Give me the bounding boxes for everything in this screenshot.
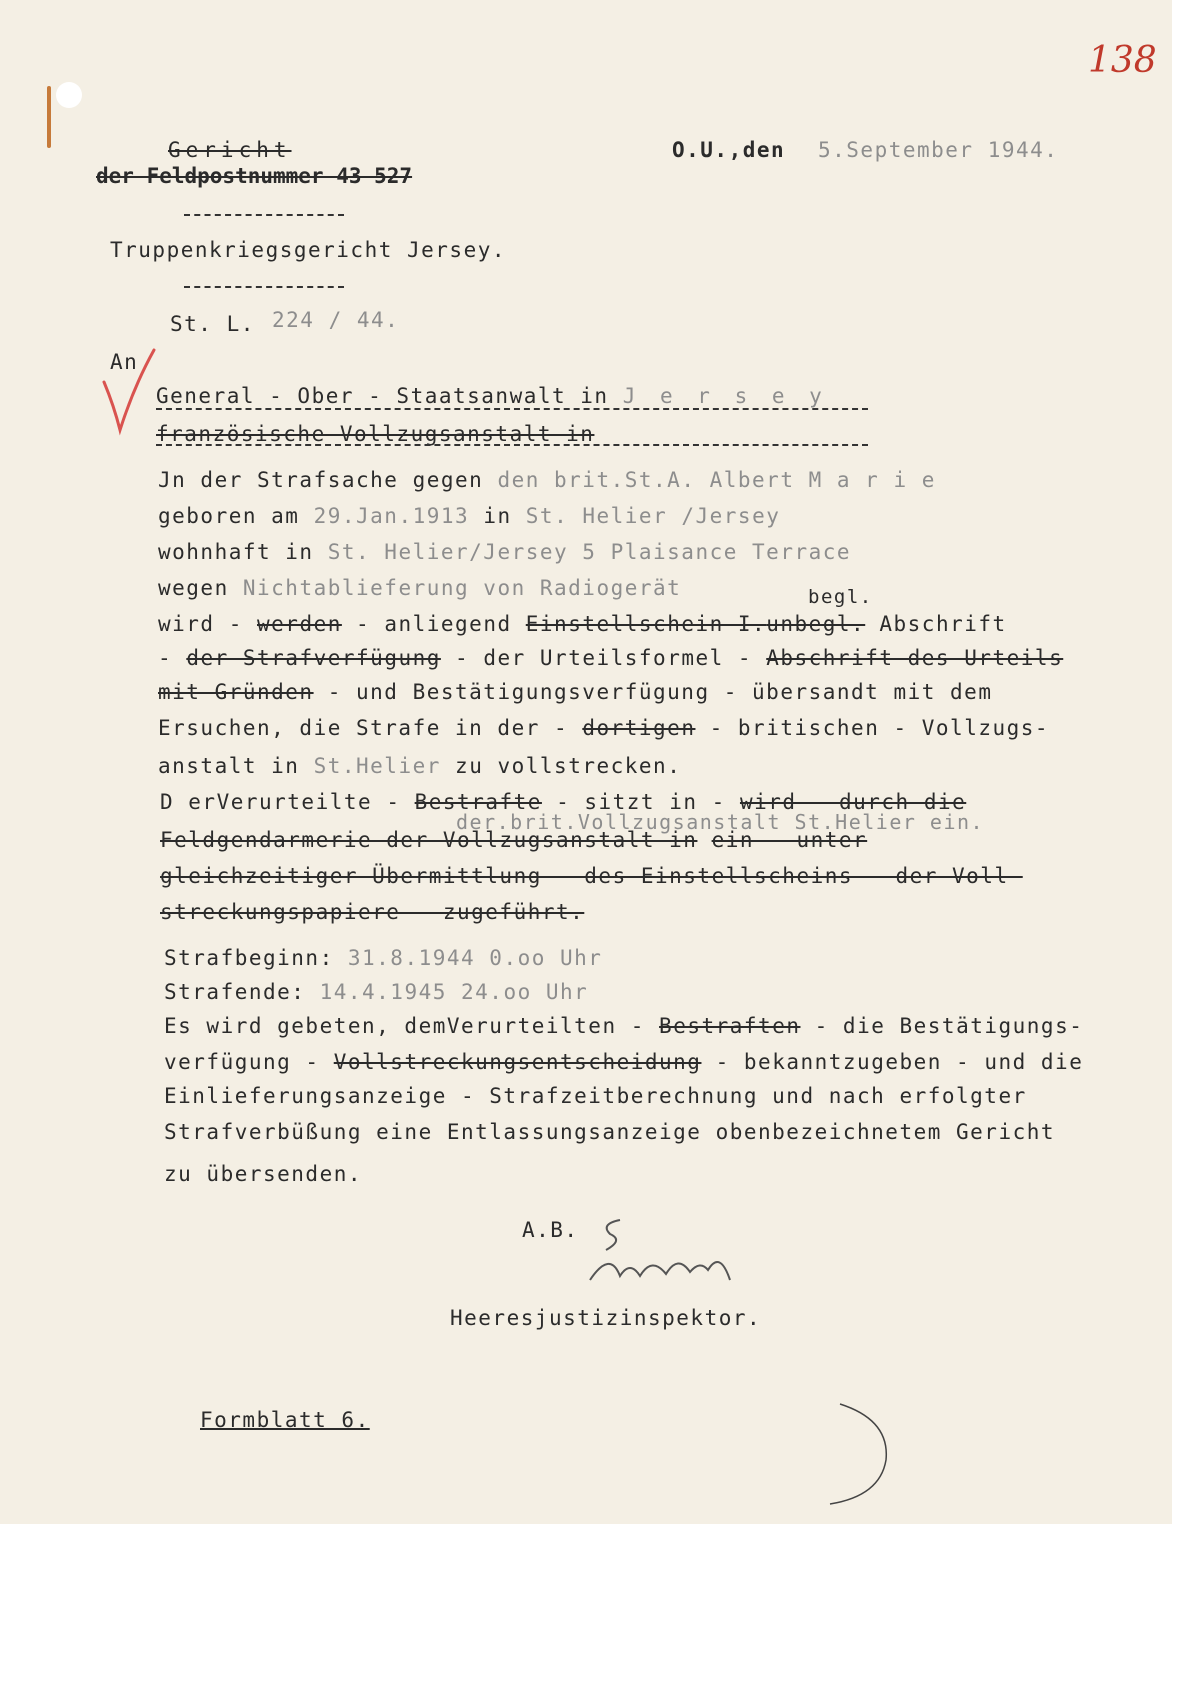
recipient-line-1: General - Ober - Staatsanwalt in J e r s e y <box>156 384 828 408</box>
pencil-curve-mark <box>820 1400 900 1510</box>
body-line-2: - der Strafverfügung - der Urteilsformel - Abschrift des Urteils <box>158 646 1064 670</box>
form-number: Formblatt 6. <box>200 1408 370 1432</box>
body-line-8: gleichzeitiger Übermittlung - des Einstellscheins - der Voll- <box>160 864 1023 888</box>
place-date-prefix: O.U.,den <box>672 138 786 162</box>
recipient-rule-1 <box>156 408 868 410</box>
court-word: Gericht <box>168 138 292 162</box>
recipient-line-2: französische Vollzugsanstalt in <box>156 422 595 446</box>
because-line: wegen Nichtablieferung von Radiogerät <box>158 576 682 600</box>
red-checkmark-icon <box>100 346 160 436</box>
resident-line: wohnhaft in St. Helier/Jersey 5 Plaisance Terrace <box>158 540 852 564</box>
document-date: 5.September 1944. <box>818 138 1059 162</box>
reference-number: 224 / 44. <box>272 308 400 332</box>
body-line-5: anstalt in St.Helier zu vollstrecken. <box>158 754 682 778</box>
body-line-4: Ersuchen, die Strafe in der - dortigen - britischen - Vollzugs- <box>158 716 1050 740</box>
sentence-end: Strafende: 14.4.1945 24.oo Uhr <box>164 980 589 1004</box>
recipient-rule-2 <box>156 444 868 446</box>
folio-number: 138 <box>1088 40 1157 81</box>
body-line-1: wird - werden - anliegend Einstellschein I.unbegl. Abschrift <box>158 612 1007 636</box>
body-line-9: streckungspapiere - zugeführt. <box>160 900 585 924</box>
inserted-line: der.brit.Vollzugsanstalt St.Helier ein. <box>456 810 985 834</box>
request-line-3: Einlieferungsanzeige - Strafzeitberechnung und nach erfolgter <box>164 1084 1027 1108</box>
body-line-6: D erVerurteilte - Bestrafte - sitzt in - wird - durch die <box>160 790 967 814</box>
margin-mark <box>47 86 51 148</box>
born-line: geboren am 29.Jan.1913 in St. Helier /Jersey <box>158 504 781 528</box>
signature-ab: A.B. <box>522 1218 579 1242</box>
feldpost-line: der Feldpostnummer 43 527 <box>96 164 413 188</box>
court-name: Truppenkriegsgericht Jersey. <box>110 238 507 262</box>
request-line-4: Strafverbüßung eine Entlassungsanzeige obenbezeichnetem Gericht <box>164 1120 1056 1144</box>
request-line-1: Es wird gebeten, demVerurteilten - Bestraften - die Bestätigungs- <box>164 1014 1084 1038</box>
body-line-3: mit Gründen - und Bestätigungsverfügung - übersandt mit dem <box>158 680 993 704</box>
case-line: Jn der Strafsache gegen den brit.St.A. Albert M a r i e <box>158 468 936 492</box>
request-line-5: zu übersenden. <box>164 1162 363 1186</box>
punch-hole <box>56 82 82 108</box>
reference-prefix: St. L. <box>170 312 255 336</box>
handwritten-signature <box>580 1210 760 1300</box>
header-rule-2 <box>184 286 344 288</box>
body-line-7: Feldgendarmerie der Vollzugsanstalt in ein - unter <box>160 828 868 852</box>
signature-title: Heeresjustizinspektor. <box>450 1306 762 1330</box>
an-label: An <box>110 350 139 374</box>
header-rule-1 <box>184 214 344 216</box>
begl-note: begl. <box>808 586 873 608</box>
request-line-2: verfügung - Vollstreckungsentscheidung - bekanntzugeben - und die <box>164 1050 1084 1074</box>
sentence-begin: Strafbeginn: 31.8.1944 0.oo Uhr <box>164 946 603 970</box>
